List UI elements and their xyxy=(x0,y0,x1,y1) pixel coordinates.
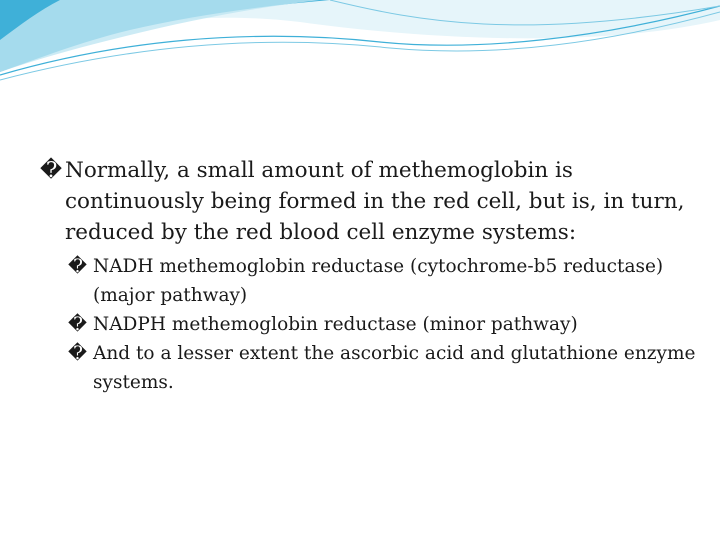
sub-bullet-text: And to a lesser extent the ascorbic acid and glutathione enzyme systems. xyxy=(93,343,696,393)
main-bullet xyxy=(40,155,700,248)
sub-bullet xyxy=(68,252,700,310)
sub-bullet xyxy=(68,339,700,397)
sub-bullet-text: NADH methemoglobin reductase (cytochrome-b5 reductase) (major pathway) xyxy=(93,256,664,306)
main-bullet-text: Normally, a small amount of methemoglobin is continuously being formed in the red cell, but is, in turn, reduced by the red blood cell enzyme systems: xyxy=(65,158,685,245)
header-wave-decoration xyxy=(0,0,720,90)
sub-bullet xyxy=(68,310,700,339)
sub-bullet-text: NADPH methemoglobin reductase (minor pathway) xyxy=(93,314,578,335)
slide-content xyxy=(40,155,700,397)
bullet-marker-icon: � xyxy=(68,343,87,364)
bullet-marker-icon: � xyxy=(40,158,63,183)
bullet-marker-icon: � xyxy=(68,256,87,277)
bullet-marker-icon: � xyxy=(68,314,87,335)
sub-bullet-list xyxy=(40,252,700,397)
